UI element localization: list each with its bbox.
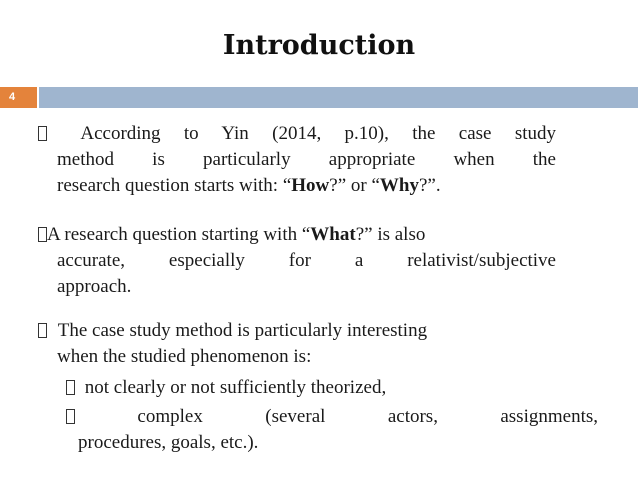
bullet-box-icon bbox=[38, 126, 47, 141]
header-bar bbox=[39, 87, 638, 108]
bullet-box-icon bbox=[66, 380, 75, 395]
bullet-1-mid: ?” or “ bbox=[329, 175, 380, 196]
sub-bullet-2-line-2-text: procedures, goals, etc.). bbox=[78, 432, 259, 453]
bullet-1-line-3 bbox=[38, 173, 556, 199]
how-keyword: How bbox=[291, 175, 330, 196]
sub-bullet-2-line-1 bbox=[66, 404, 598, 430]
sub-bullet-2-lead: complex bbox=[137, 406, 203, 427]
what-keyword: What bbox=[310, 224, 356, 245]
bullet-2-line-3 bbox=[38, 274, 556, 300]
bullet-1-line-2 bbox=[38, 147, 556, 173]
bullet-1-lead: According to Yin (2014, p.10), the case study bbox=[80, 123, 557, 144]
bullet-1 bbox=[38, 121, 556, 199]
sub-bullet-1 bbox=[66, 375, 586, 401]
slide-title: Introduction bbox=[222, 30, 416, 61]
bullet-box-icon bbox=[66, 409, 75, 424]
bullet-1-line-2-text: method is particularly appropriate when the bbox=[57, 149, 556, 170]
slide-number: 4 bbox=[9, 91, 16, 103]
bullet-1-line-3-text: research question starts with: “ bbox=[57, 175, 292, 196]
bullet-3-lead: The case study method is particularly interesting bbox=[57, 320, 428, 341]
bullet-2-lead: A research question starting with “ bbox=[47, 224, 311, 245]
sub-bullet-1-line bbox=[66, 375, 586, 401]
bullet-2-line-1 bbox=[38, 222, 556, 248]
bullet-3-line-2-text: when the studied phenomenon is: bbox=[57, 346, 312, 367]
bullet-2-line-2-text: accurate, especially for a relativist/subjective bbox=[57, 250, 556, 271]
bullet-3-line-2 bbox=[38, 344, 578, 370]
bullet-2 bbox=[38, 222, 556, 300]
bullet-3-line-1 bbox=[38, 318, 578, 344]
bullet-2-lead-post: ?” is also bbox=[355, 224, 426, 245]
bullet-box-icon bbox=[38, 227, 47, 242]
sub-bullet-2 bbox=[66, 404, 598, 456]
slide-number-box bbox=[0, 87, 37, 108]
bullet-1-end: ?”. bbox=[418, 175, 441, 196]
sub-bullet-1-text: not clearly or not sufficiently theorized, bbox=[84, 377, 387, 398]
bullet-3 bbox=[38, 318, 578, 370]
bullet-box-icon bbox=[38, 323, 47, 338]
bullet-2-line-2 bbox=[38, 248, 556, 274]
sub-bullet-2-line-1-rest: (several actors, assignments, bbox=[265, 406, 598, 427]
why-keyword: Why bbox=[379, 175, 419, 196]
bullet-2-line-3-text: approach. bbox=[57, 276, 132, 297]
sub-bullet-2-line-2 bbox=[66, 430, 598, 456]
bullet-1-line-1 bbox=[38, 121, 556, 147]
